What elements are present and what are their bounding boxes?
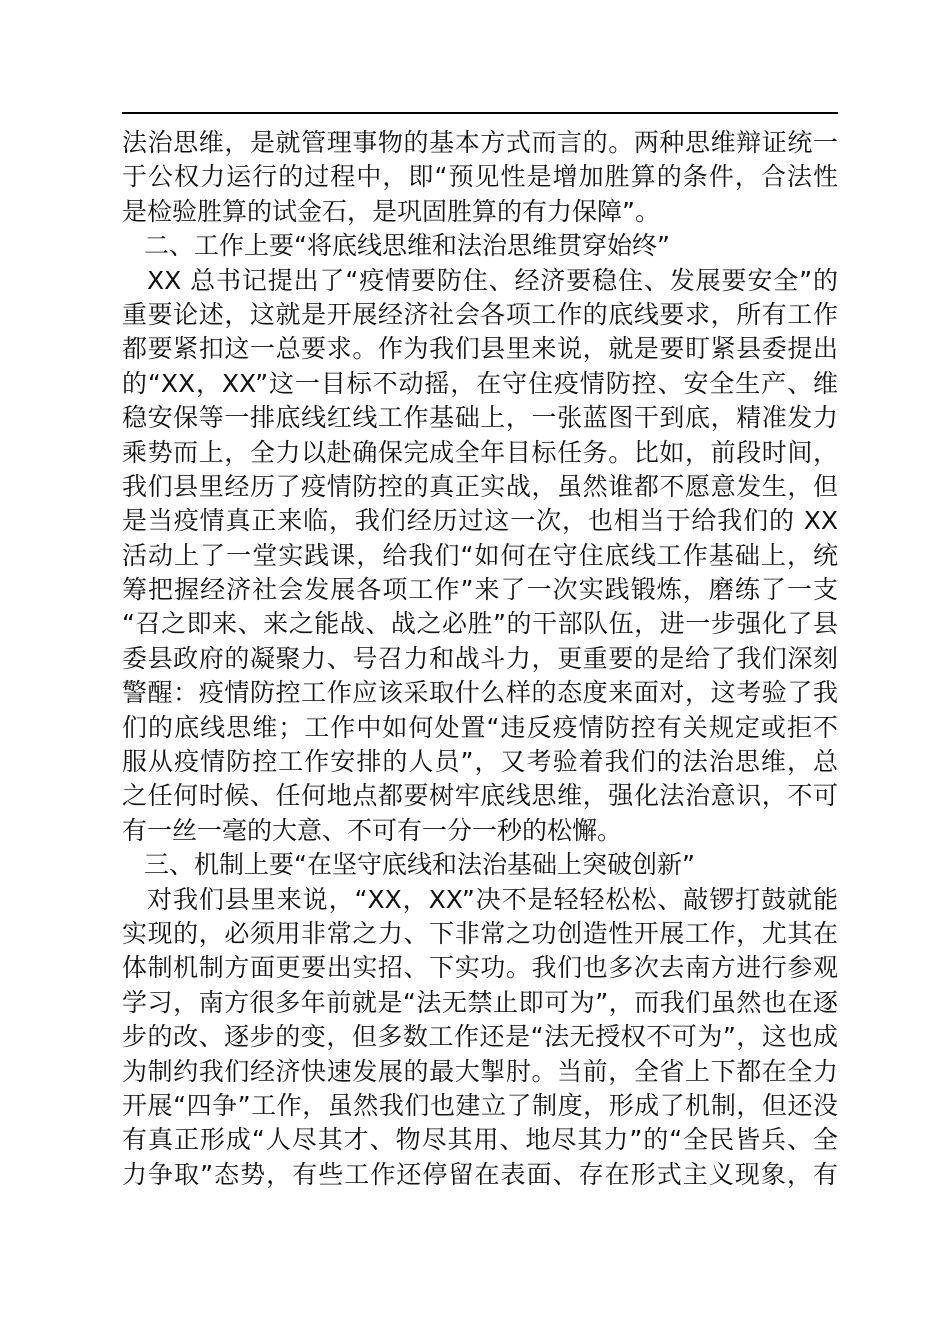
text-line: 力争取”态势，有些工作还停留在表面、存在形式主义现象，有 <box>122 1159 838 1189</box>
text-line: 重要论述，这就是开展经济社会各项工作的底线要求，所有工作 <box>122 299 838 329</box>
text-line: 于公权力运行的过程中，即“预见性是增加胜算的条件，合法性 <box>122 162 838 192</box>
section-heading-3 <box>122 848 838 882</box>
text-line: 有一丝一毫的大意、不可有一分一秒的松懈。 <box>122 815 623 845</box>
header-rule <box>122 112 838 114</box>
text-line: 都要紧扣这一总要求。作为我们县里来说，就是要盯紧县委提出 <box>122 334 838 364</box>
text-line: 为制约我们经济快速发展的最大掣肘。当前，全省上下都在全力 <box>122 1056 838 1086</box>
text-line: 对我们县里来说，“XX，XX”决不是轻轻松松、敲锣打鼓就能 <box>147 884 838 914</box>
text-line: 步的改、逐步的变，但多数工作还是“法无授权不可为”，这也成 <box>122 1022 838 1052</box>
text-line: 服从疫情防控工作安排的人员”，又考验着我们的法治思维，总 <box>122 747 838 777</box>
document-body <box>122 126 838 1192</box>
text-line: 是当疫情真正来临，我们经历过这一次，也相当于给我们的 XX <box>122 506 838 536</box>
text-line: 有真正形成“人尽其才、物尽其用、地尽其力”的“全民皆兵、全 <box>122 1125 838 1155</box>
text-line: 的“XX，XX”这一目标不动摇，在守住疫情防控、安全生产、维 <box>122 368 838 398</box>
text-line: 之任何时候、任何地点都要树牢底线思维，强化法治意识，不可 <box>122 781 838 811</box>
text-line: 活动上了一堂实践课，给我们“如何在守住底线工作基础上，统 <box>122 540 838 570</box>
section-heading-2 <box>122 229 838 263</box>
text-line: XX 总书记提出了“疫情要防住、经济要稳住、发展要安全”的 <box>147 265 838 295</box>
paragraph-continuation <box>122 126 838 229</box>
text-line: 乘势而上，全力以赴确保完成全年目标任务。比如，前段时间， <box>122 437 838 467</box>
text-line: 稳安保等一排底线红线工作基础上，一张蓝图干到底，精准发力 <box>122 403 838 433</box>
text-line: 警醒：疫情防控工作应该采取什么样的态度来面对，这考验了我 <box>122 678 838 708</box>
text-line: 我们县里经历了疫情防控的真正实战，虽然谁都不愿意发生，但 <box>122 471 838 501</box>
text-line: 委县政府的凝聚力、号召力和战斗力，更重要的是给了我们深刻 <box>122 643 838 673</box>
text-line: 开展“四争”工作，虽然我们也建立了制度，形成了机制，但还没 <box>122 1090 838 1120</box>
text-line: 体制机制方面更要出实招、下实功。我们也多次去南方进行参观 <box>122 953 838 983</box>
text-line: 实现的，必须用非常之力、下非常之功创造性开展工作，尤其在 <box>122 918 838 948</box>
text-line: 学习，南方很多年前就是“法无禁止即可为”，而我们虽然也在逐 <box>122 987 838 1017</box>
paragraph-section-3 <box>122 883 838 1193</box>
text-line: 们的底线思维；工作中如何处置“违反疫情防控有关规定或拒不 <box>122 712 838 742</box>
text-line: “召之即来、来之能战、战之必胜”的干部队伍，进一步强化了县 <box>122 609 838 639</box>
text-line: 法治思维，是就管理事物的基本方式而言的。两种思维辩证统一 <box>122 128 838 157</box>
heading-text: 三、机制上要“在坚守底线和法治基础上突破创新” <box>144 850 695 880</box>
paragraph-section-2 <box>122 264 838 849</box>
heading-text: 二、工作上要“将底线思维和法治思维贯穿始终” <box>144 231 670 261</box>
text-line: 是检验胜算的试金石，是巩固胜算的有力保障”。 <box>122 196 660 226</box>
text-line: 筹把握经济社会发展各项工作”来了一次实践锻炼，磨练了一支 <box>122 575 838 605</box>
